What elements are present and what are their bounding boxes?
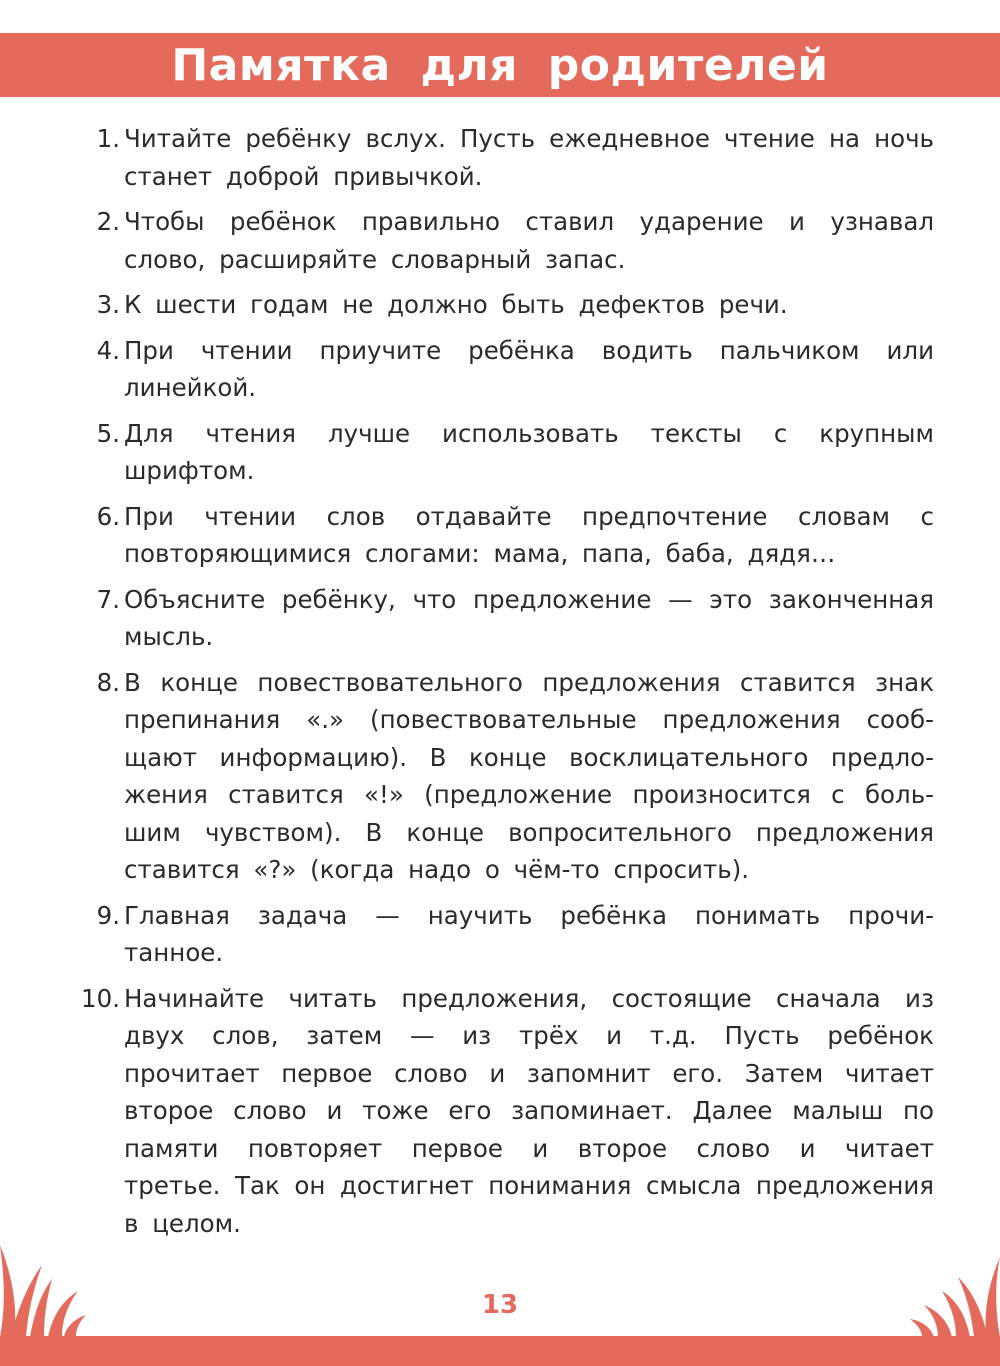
page-title: Памятка для родителей [171, 39, 829, 91]
item-text: При чтении слов отдавайте предпочтение словам с повторяющимися слогами: мама, папа, баба, дядя… [124, 501, 934, 568]
item-text: Читайте ребёнку вслух. Пусть ежедневное чтение на ночь станет доброй привычкой. [124, 124, 934, 191]
list-item [66, 664, 934, 889]
item-text: В конце повествовательного предложения ставится знак препинания «.» (повествовательные предложения сообщают информацию). В конце восклицательного предложения ставится «!» (предложение произносится с большим чувством). В конце вопросительного предложения ставится «?» (когда надо о чём-то спросить). [124, 667, 934, 884]
page-number: 13 [481, 1290, 519, 1320]
list-item [66, 581, 934, 656]
header-banner [0, 33, 1000, 97]
item-number: 3. [96, 290, 120, 319]
item-text: Для чтения лучше использовать тексты с крупным шрифтом. [124, 418, 934, 485]
list-item [66, 203, 934, 278]
item-text: Объясните ребёнку, что предложение — это законченная мысль. [124, 584, 934, 651]
tips-list [66, 120, 934, 1250]
item-number: 9. [96, 900, 120, 930]
item-text: К шести годам не должно быть дефектов речи. [124, 290, 788, 319]
list-item [66, 120, 934, 195]
list-item [66, 332, 934, 407]
item-number: 1. [96, 124, 120, 153]
item-number: 2. [96, 207, 120, 236]
list-item [66, 498, 934, 573]
item-text: Главная задача — научить ребёнка понимать прочитанное. [124, 900, 934, 967]
list-item [66, 897, 934, 972]
item-text: При чтении приучите ребёнка водить пальчиком или линейкой. [124, 335, 934, 402]
grass-icon [880, 1235, 1000, 1337]
item-number: 7. [96, 584, 120, 614]
list-item [66, 980, 934, 1243]
item-number: 10. [81, 983, 120, 1013]
item-number: 8. [96, 667, 120, 697]
item-text: Начинайте читать предложения, состоящие сначала из двух слов, затем — из трёх и т.д. Пусть ребёнок прочитает первое слово и запомнит его. Затем читает второе слово и тоже его запоминает. Далее малыш по памяти повторяет первое и второе слово и читает третье. Так он достигнет понимания смысла предложения в целом. [124, 983, 934, 1238]
list-item [66, 286, 934, 324]
footer-bar [0, 1336, 1000, 1366]
item-number: 4. [96, 335, 120, 365]
item-text: Чтобы ребёнок правильно ставил ударение и узнавал слово, расширяйте словарный запас. [124, 207, 934, 274]
grass-icon [0, 1235, 110, 1337]
item-number: 5. [96, 418, 120, 448]
list-item [66, 415, 934, 490]
item-number: 6. [96, 501, 120, 531]
